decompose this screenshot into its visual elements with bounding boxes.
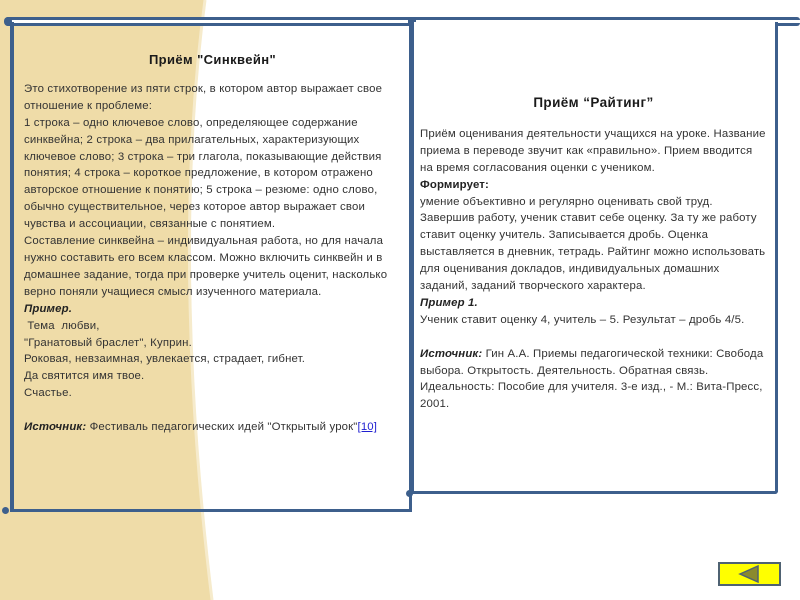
sinkwine-example-line: Да святится имя твое. xyxy=(24,370,145,383)
sinkwine-example-line: "Гранатовый браслет", Куприн. xyxy=(24,336,192,349)
rating-source-text: Гин А.А. Приемы педагогической техники: Свобода выбора. Открытость. Деятельность. Обратная связь. Идеальность: Пособие для учителя. 3-е изд., - М.: Вита-Пресс, 2001. xyxy=(420,347,764,411)
rating-example-label: Пример 1. xyxy=(420,296,478,309)
rating-source-label: Источник: xyxy=(420,347,483,360)
sinkwine-rules: 1 строка – одно ключевое слово, определяющее содержание синквейна; 2 строка – два прилагательных, характеризующих ключевое слово; 3 строка – три глагола, показывающие действия понятия; 4 строка – короткое предложение, в котором отражено авторское отношение к понятию; 5 строка – резюме: одно слово, обычно существительное, через которое автор выражает свои чувства и ассоциации, связанные с понятием. xyxy=(24,116,382,231)
sinkwine-example-line: Счастье. xyxy=(24,387,72,400)
sinkwine-source-text: Фестиваль педагогических идей "Открытый урок" xyxy=(86,421,358,434)
sinkwine-example-line: Роковая, невзаимная, увлекается, страдает, гибнет. xyxy=(24,353,306,366)
sinkwine-title: Приём "Синквейн" xyxy=(148,52,277,67)
rating-intro: Приём оценивания деятельности учащихся на уроке. Название приема в переводе звучит как «правильно». Прием вводится на время согласования оценки с учеником. xyxy=(420,127,766,174)
sinkwine-source-label: Источник: xyxy=(24,421,87,434)
sinkwine-panel xyxy=(10,22,412,512)
sinkwine-source-ref-link[interactable]: [10] xyxy=(357,421,378,434)
back-button[interactable] xyxy=(718,562,781,586)
rating-forms-label: Формирует: xyxy=(420,178,489,191)
sinkwine-source xyxy=(24,419,401,436)
rating-panel xyxy=(410,22,778,494)
frame-left-bottom-knob xyxy=(2,507,9,514)
sinkwine-example-label: Пример. xyxy=(24,302,73,315)
rating-title: Приём “Райтинг” xyxy=(533,95,654,110)
spacer xyxy=(24,402,401,419)
sinkwine-intro: Это стихотворение из пяти строк, в котором автор выражает свое отношение к проблеме: xyxy=(24,82,383,112)
sinkwine-usage: Составление синквейна – индивидуальная работа, но для начала нужно составить его всем классом. Можно включить синквейн и в домашнее задание, тогда при проверке учитель оценит, насколько верно поняли учащиеся смысл изученного материала. xyxy=(24,235,388,298)
triangle-left-icon xyxy=(720,564,779,584)
rating-forms-text: умение объективно и регулярно оценивать свой труд. Завершив работу, ученик ставит себе оценку. За ту же работу ставит оценку учитель. Записывается дробь. Оценка выставляется в дневник, тетрадь. Райтинг можно использовать для оценивания докладов, индивидуальных домашних заданий, заданий творческого характера. xyxy=(420,195,766,293)
rating-example-text: Ученик ставит оценку 4, учитель – 5. Результат – дробь 4/5. xyxy=(420,313,745,326)
rating-source xyxy=(420,346,767,414)
sinkwine-example-line: Тема любви, xyxy=(24,319,100,332)
spacer xyxy=(420,329,767,346)
